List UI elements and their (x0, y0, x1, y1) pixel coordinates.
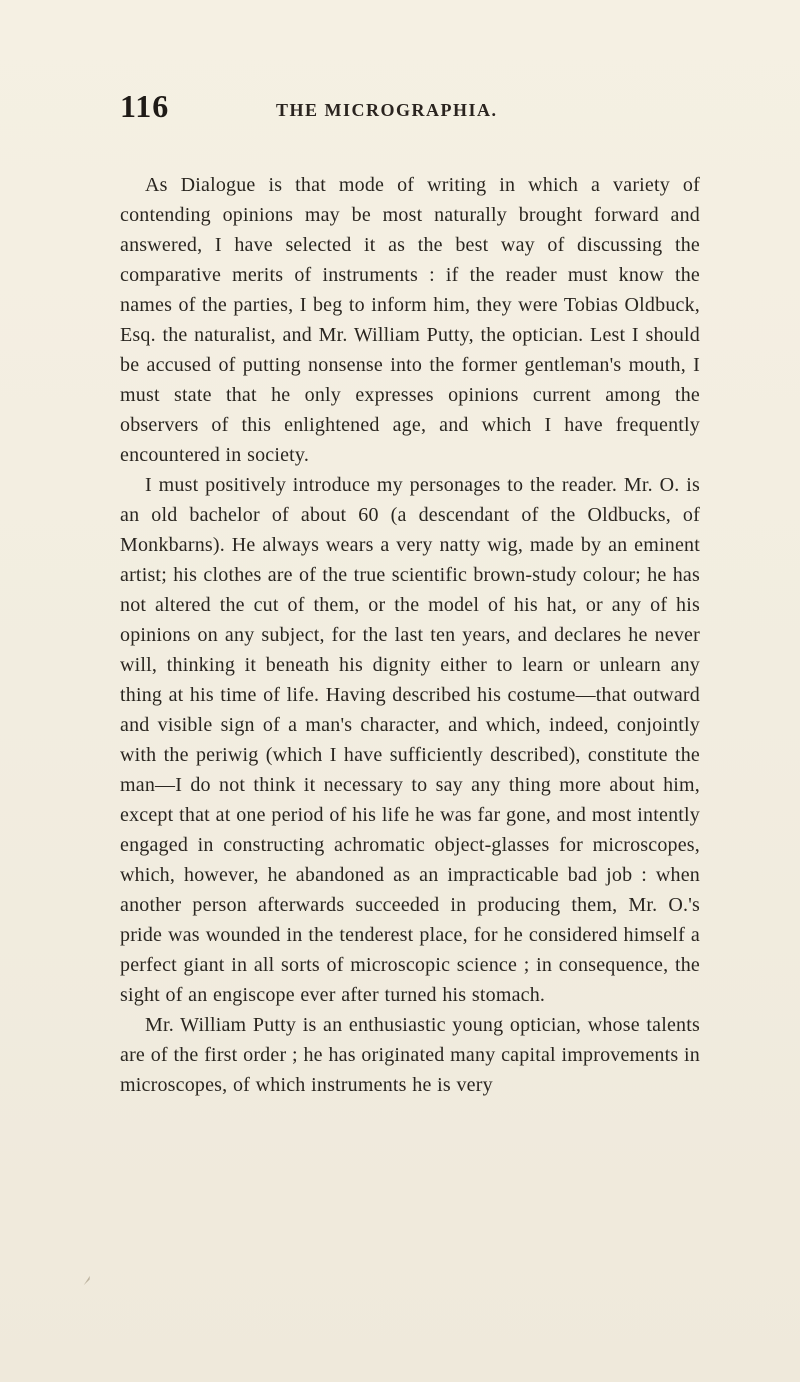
page-number: 116 (120, 88, 170, 124)
paragraph-mr-oldbuck: I must positively introduce my personages to the reader. Mr. O. is an old bachelor of about 60 (a descendant of the Oldbucks, of Monkbarns). He always wears a very natty wig, made by an eminent artist; his clothes are of the true scientific brown-study colour; he has not altered the cut of them, or the model of his hat, or any of his opinions on any subject, for the last ten years, and declares he never will, thinking it beneath his dignity either to learn or unlearn any thing at his time of life. Having described his costume—that outward and visible sign of a man's character, and which, indeed, conjointly with the periwig (which I have sufficiently described), constitute the man—I do not think it necessary to say any thing more about him, except that at one period of his life he was far gone, and most intently engaged in constructing achromatic object-glasses for microscopes, which, however, he abandoned as an impracticable bad job : when another person afterwards succeeded in producing them, Mr. O.'s pride was wounded in the tenderest place, for he considered himself a perfect giant in all sorts of microscopic science ; in consequence, the sight of an engiscope ever after turned his stomach. (120, 474, 700, 1006)
ink-speck-mark (81, 1276, 93, 1286)
body-text (120, 170, 700, 1100)
paragraph-dialogue-intro: As Dialogue is that mode of writing in which a variety of contending opinions may be most naturally brought forward and answered, I have selected it as the best way of discussing the comparative merits of instruments : if the reader must know the names of the parties, I beg to inform him, they were Tobias Oldbuck, Esq. the naturalist, and Mr. William Putty, the optician. Lest I should be accused of putting nonsense into the former gentleman's mouth, I must state that he only expresses opinions current among the observers of this enlightened age, and which I have frequently encountered in society. (120, 174, 700, 466)
paragraph-mr-putty: Mr. William Putty is an enthusiastic young optician, whose talents are of the first order ; he has originated many capital improvements in microscopes, of which instruments he is very (120, 1014, 700, 1096)
running-title: THE MICROGRAPHIA. (276, 100, 498, 120)
running-head (120, 88, 700, 128)
